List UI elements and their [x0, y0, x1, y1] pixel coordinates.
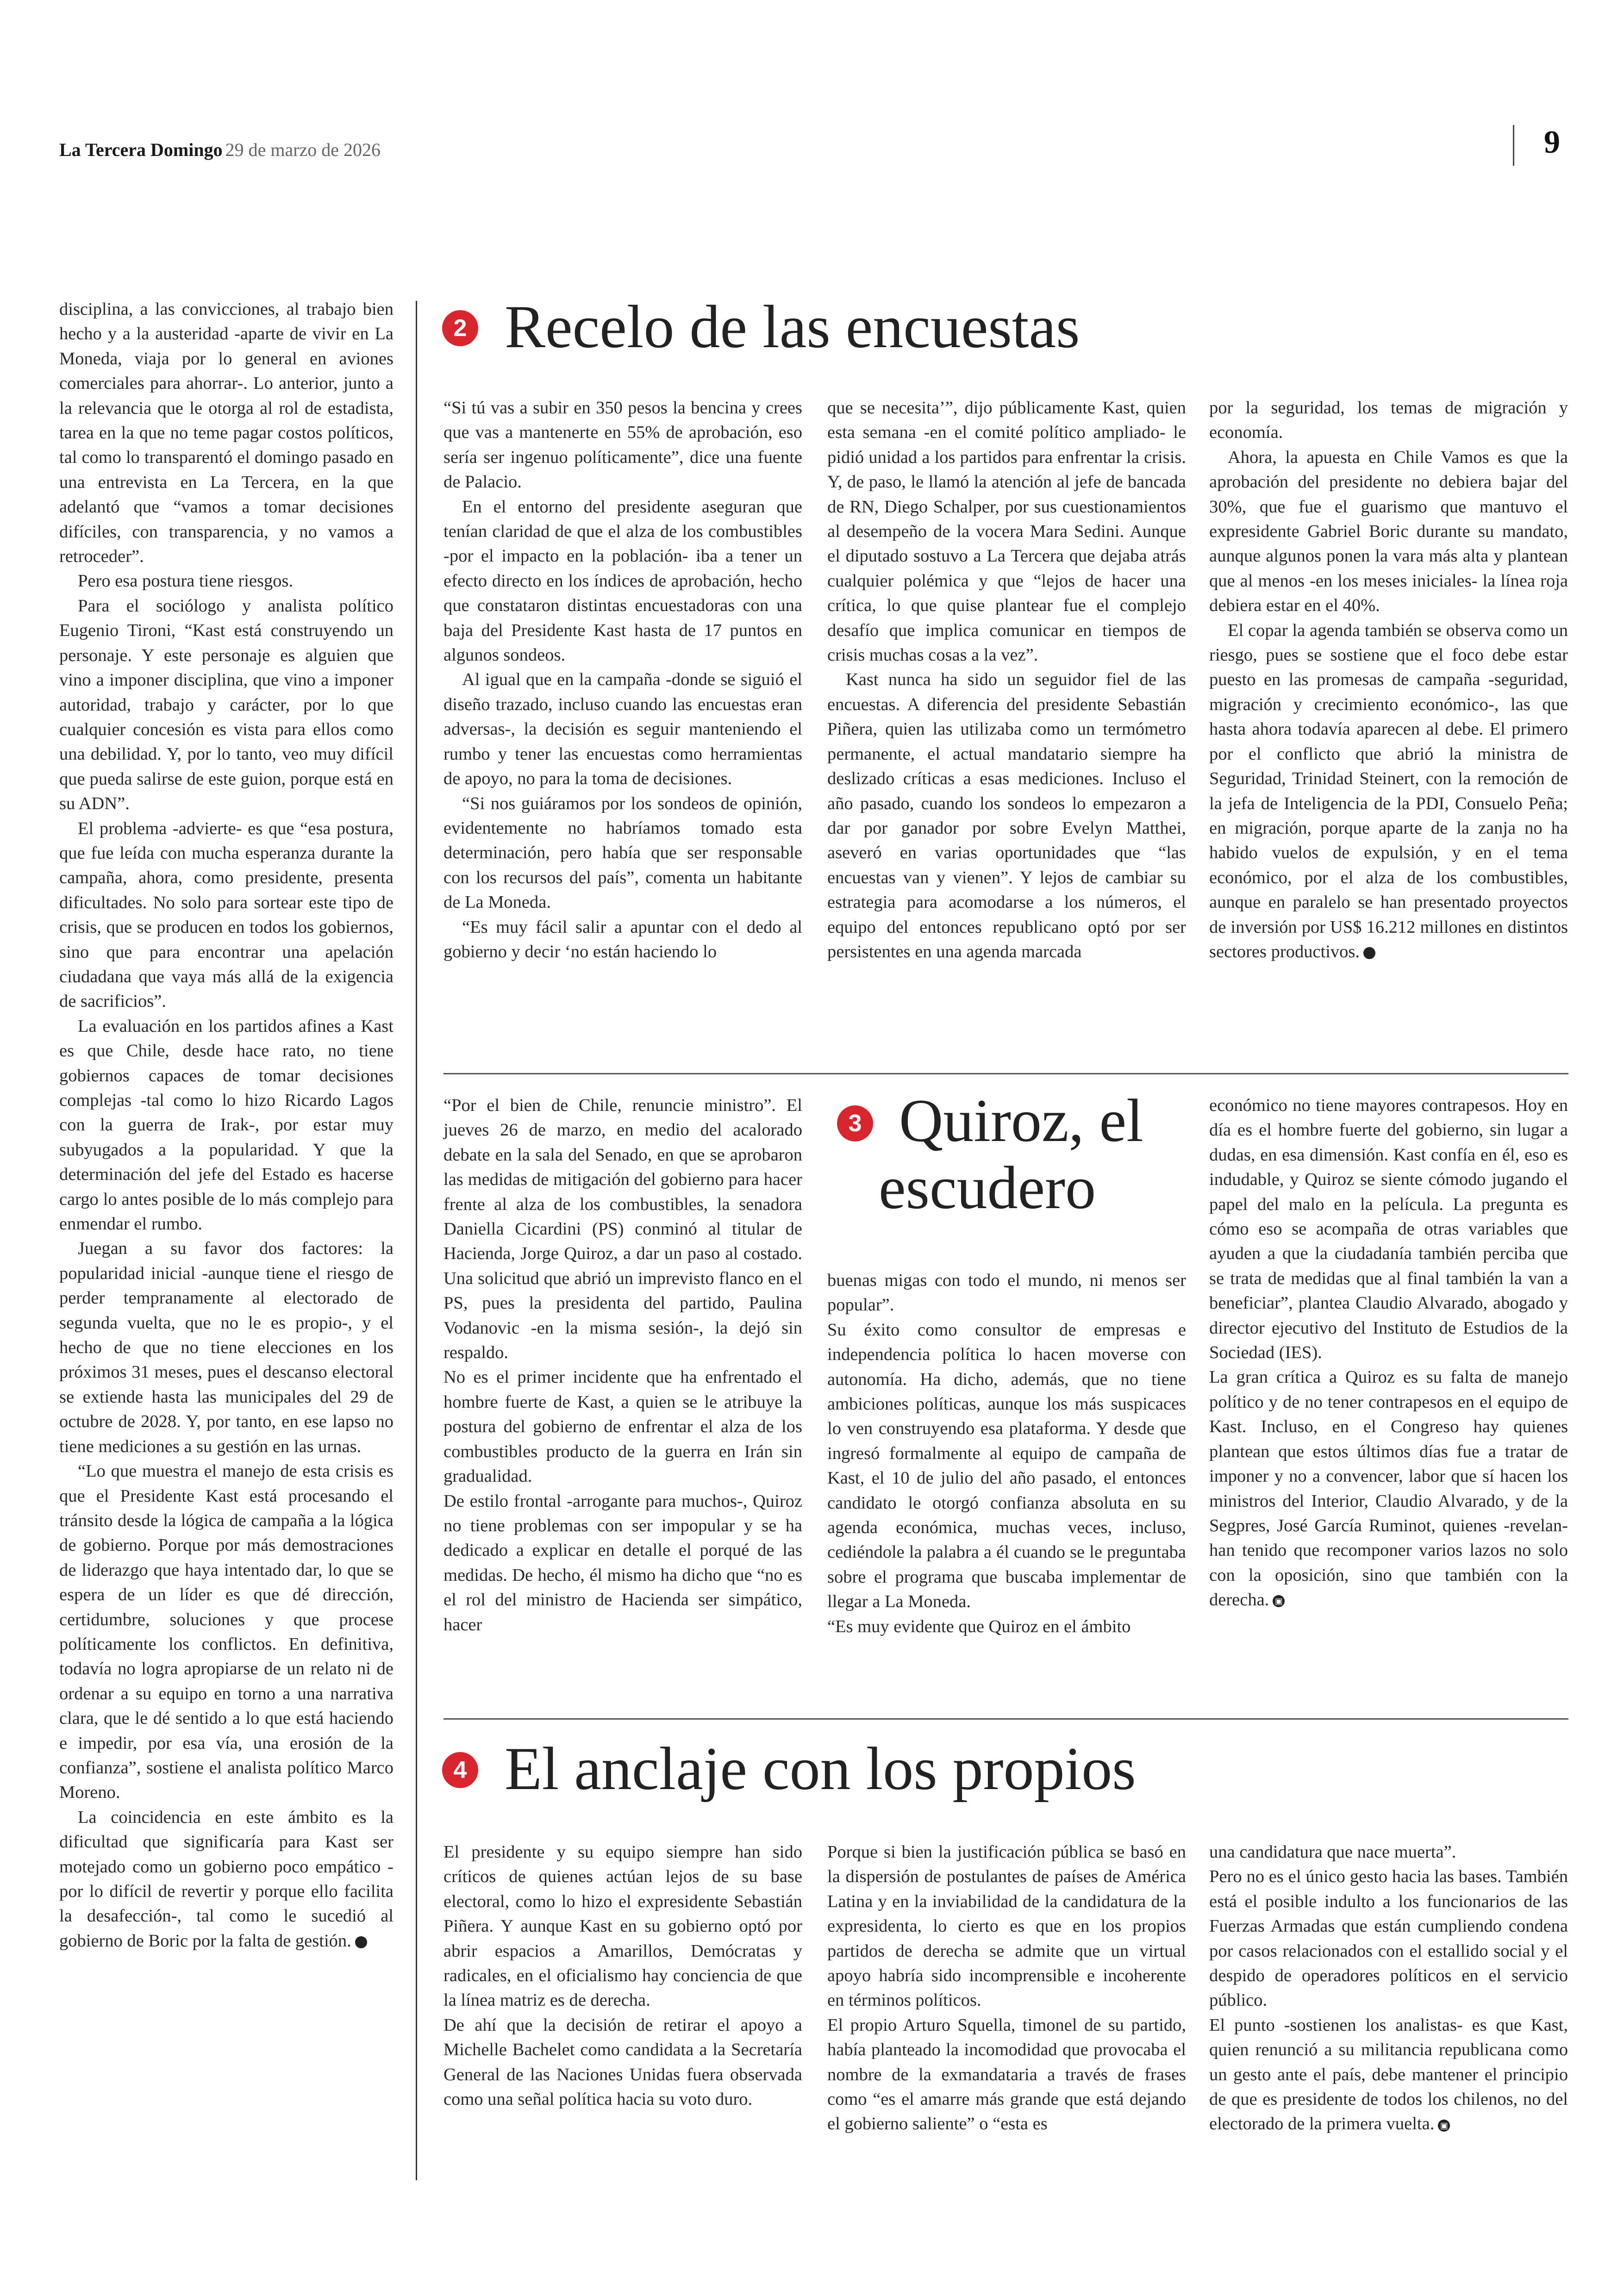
paragraph: El copar la agenda también se observa como un riesgo, pues se sostiene que el foco debe estar puesto en las promesas de campaña -seguridad, migración y crecimiento económico-, las que hasta ahora todavía aparecen al debe. El primero por el conflicto que abrió la ministra de Seguridad, Trinidad Steinert, con la remoción de la jefa de Inteligencia de la PDI, Consuelo Peña; en migración, porque aparte de la zanja no ha habido vuelos de expulsión, y en el tema económico, por el alza de los combustibles, aunque en paralelo se han presentado proyectos de inversión por US$ 16.212 millones en distintos sectores productivos.	[1209, 620, 1568, 961]
paragraph: Su éxito como consultor de empresas e independencia política lo hacen moverse con autonomía. Ha dicho, además, que no tiene ambiciones políticas, aunque los más suspicaces lo ven construyendo esa plataforma. Y desde que ingresó formalmente al equipo de campaña de Kast, el 10 de julio del año pasado, el entonces candidato le otorgó confianza absoluta en su agenda económica, muchas veces, incluso, cediéndole la palabra a él cuando se le preguntaba sobre el programa que buscaba implementar de llegar a La Moneda.	[827, 1320, 1186, 1612]
paragraph: “Es muy evidente que Quiroz en el ámbito	[827, 1616, 1131, 1636]
end-mark-icon: ▣	[355, 1936, 367, 1948]
section-divider	[443, 1073, 1568, 1074]
end-mark-icon: ▣	[1363, 947, 1375, 959]
paragraph: Porque si bien la justificación pública se basó en la dispersión de postulantes de países de América Latina y en la inviabilidad de la candidatura de la expresidenta, lo cierto es que en los propios partidos de derecha se admite que un virtual apoyo habría sido incomprensible e incoherente en términos políticos.	[827, 1842, 1186, 2010]
section-title: El anclaje con los propios	[505, 1734, 1136, 1802]
intro-column	[59, 297, 394, 1953]
paragraph: La gran crítica a Quiroz es su falta de manejo político y de no tener contrapesos en el equipo de Kast. Incluso, en el Congreso hay quienes plantean que estos últimos días fue a tratar de imponer y no a convencer, labor que sí hacen los ministros del Interior, Claudio Alvarado, y de la Segpres, José García Ruminot, quienes -revelan- han tenido que recomponer varios lazos no solo con la oposición, sino que también con la derecha.	[1209, 1367, 1568, 1610]
header-divider	[1513, 125, 1514, 166]
paragraph: por la seguridad, los temas de migración y economía.	[1209, 398, 1568, 443]
paragraph: Kast nunca ha sido un seguidor fiel de las encuestas. A diferencia del presidente Sebastián Piñera, quien las utilizaba como un termómetro permanente, el actual mandatario siempre ha deslizado críticas a esas mediciones. Incluso el año pasado, cuando los sondeos lo empezaron a dar por ganador por sobre Evelyn Matthei, aseveró en varias oportunidades que “las encuestas van y vienen”. Y lejos de cambiar su estrategia para acomodarse a los números, el equipo del entonces republicano optó por ser persistentes en una agenda marcada	[827, 670, 1186, 961]
end-mark-icon: ▣	[1438, 2120, 1450, 2132]
paragraph: Al igual que en la campaña -donde se siguió el diseño trazado, incluso cuando las encuestas eran adversas-, la decisión es seguir manteniendo el rumbo y tener las encuestas como herramientas de apoyo, no para la toma de decisiones.	[443, 670, 802, 789]
section-2-column-1	[443, 396, 802, 964]
paragraph: No es el primer incidente que ha enfrentado el hombre fuerte de Kast, a quien se le atribuye la postura del gobierno de enfrentar el alza de los combustibles producto de la guerra en Irán sin gradualidad.	[443, 1367, 802, 1486]
intro-paragraph: La coincidencia en este ámbito es la dificultad que significaría para Kast ser motejado como un gobierno poco empático -por lo difícil de revertir y porque ello facilita la desafección-, tal como le sucedió al gobierno de Boric por la falta de gestión.	[59, 1807, 394, 1951]
paragraph: El presidente y su equipo siempre han sido críticos de quienes actúan lejos de su base electoral, como lo hizo el expresidente Sebastián Piñera. Y aunque Kast en su gobierno optó por abrir espacios a Amarillos, Demócratas y radicales, en el oficialismo hay conciencia de que la línea matriz es de derecha.	[443, 1842, 802, 2010]
section-title: Recelo de las encuestas	[505, 293, 1080, 361]
intro-paragraph: “Lo que muestra el manejo de esta crisis es que el Presidente Kast está procesando el tránsito desde la lógica de campaña a la lógica de gobierno. Porque por más demostraciones de liderazgo que haya intentado dar, lo que se espera de un líder es que dé dirección, certidumbre, soluciones y que procese políticamente los conflictos. En definitiva, todavía no logra apropiarse de un relato ni de ordenar a su equipo en torno a una narrativa clara, que le dé sentido a lo que está haciendo e impedir, por esa vía, una erosión de la confianza”, sostiene el analista político Marco Moreno.	[59, 1461, 394, 1802]
end-mark-icon: ▣	[1273, 1595, 1285, 1607]
paragraph: Pero no es el único gesto hacia las bases. También está el posible indulto a los funcionarios de las Fuerzas Armadas que están cumpliendo condena por casos relacionados con el estallido social y el despido de operadores políticos en el servicio público.	[1209, 1867, 1568, 2010]
intro-paragraph: Pero esa postura tiene riesgos.	[78, 571, 294, 591]
page-number: 9	[1544, 125, 1560, 160]
section-4-column-2	[827, 1840, 1186, 2137]
section-3-column-3	[1209, 1093, 1568, 1613]
paragraph: En el entorno del presidente aseguran que tenían claridad de que el alza de los combustibles -por el impacto en la población- iba a tener un efecto directo en los índices de aprobación, hecho que constataron distintas encuestadoras con una baja del Presidente Kast hasta de 17 puntos en algunos sondeos.	[443, 497, 802, 665]
intro-paragraph: disciplina, a las convicciones, al trabajo bien hecho y a la austeridad -aparte de vivir en La Moneda, viaja por lo general en aviones comerciales para ahorrar-. Lo anterior, junto a la relevancia que le otorga al rol de estadista, tarea en la que no teme pagar costos políticos, tal como lo transparentó el domingo pasado en una entrevista en La Tercera, en la que adelantó que “vamos a tomar decisiones difíciles, con transparencia, y no vamos a retroceder”.	[59, 299, 394, 567]
section-title-line-2: escudero	[879, 1154, 1096, 1222]
section-number-badge: 2	[442, 310, 478, 346]
column-divider	[416, 301, 417, 2180]
page-header	[59, 139, 381, 161]
paragraph: económico no tiene mayores contrapesos. Hoy en día es el hombre fuerte del gobierno, sin lugar a dudas, en esa dimensión. Kast confía en él, eso es indudable, y Quiroz se siente cómodo jugando el papel del malo en la película. La pregunta es cómo eso se acompaña de otras variables que ayuden a que la ciudadanía también perciba que se trata de medidas que al final también la van a beneficiar”, plantea Claudio Alvarado, abogado y director ejecutivo del Instituto de Estudios de la Sociedad (IES).	[1209, 1096, 1568, 1363]
section-2-column-2	[827, 396, 1186, 964]
paragraph: que se necesita’”, dijo públicamente Kast, quien esta semana -en el comité político ampliado- le pidió unidad a los partidos para enfrentar la crisis. Y, de paso, le llamó la atención al jefe de bancada de RN, Diego Schalper, por sus cuestionamientos al desempeño de la vocera Mara Sedini. Aunque el diputado sostuvo a La Tercera que dejaba atrás cualquier polémica y que “lejos de hacer una crítica, lo que quise plantear fue el complejo desafío que implica comunicar en tiempos de crisis muchas cosas a la vez”.	[827, 398, 1186, 665]
section-4-column-3	[1209, 1840, 1568, 2137]
section-divider	[443, 1718, 1568, 1720]
section-4-column-1	[443, 1840, 802, 2112]
paragraph: El punto -sostienen los analistas- es que Kast, quien renunció a su militancia republicana como un gesto ante el país, debe mantener el principio de que es presidente de todos los chilenos, no del electorado de la primera vuelta.	[1209, 2015, 1568, 2134]
publication-date: 29 de marzo de 2026	[225, 139, 381, 160]
section-2-column-3	[1209, 396, 1568, 964]
section-3-column-2	[827, 1268, 1186, 1639]
intro-paragraph: Para el sociólogo y analista político Eugenio Tironi, “Kast está construyendo un personaje. Y este personaje es alguien que vino a imponer disciplina, que vino a imponer autoridad, trabajo y carácter, por lo que cualquier concesión es vista para ellos como una debilidad. Y, por lo tanto, veo muy difícil que pueda salirse de este guion, porque está en su ADN”.	[59, 596, 394, 814]
paragraph: El propio Arturo Squella, timonel de su partido, había planteado la incomodidad que provocaba el nombre de la exmandataria a través de frases como “es el amarre más grande que está dejando el gobierno saliente” o “esta es	[827, 2015, 1186, 2134]
section-title-line-1: Quiroz, el	[899, 1086, 1143, 1154]
intro-paragraph: El problema -advierte- es que “esa postura, que fue leída con mucha esperanza durante la campaña, ahora, como presidente, presenta dificultades. No solo para sortear este tipo de crisis, que se producen en todos los gobiernos, sino que para encontrar una apelación ciudadana que vaya más allá de la exigencia de sacrificios”.	[59, 818, 394, 1011]
section-number-badge: 4	[442, 1752, 478, 1788]
publication-name: La Tercera Domingo	[59, 139, 223, 160]
paragraph: De ahí que la decisión de retirar el apoyo a Michelle Bachelet como candidata a la Secretaría General de las Naciones Unidas fuera observada como una señal política hacia su voto duro.	[443, 2015, 802, 2109]
paragraph: una candidatura que nace muerta”.	[1209, 1842, 1456, 1862]
intro-paragraph: La evaluación en los partidos afines a Kast es que Chile, desde hace rato, no tiene gobiernos capaces de tomar decisiones complejas -tal como lo hizo Ricardo Lagos con la guerra de Irak-, por estar muy subyugados a la popularidad. Y que la determinación del jefe del Estado es hacerse cargo lo antes posible de lo más complejo para enmendar el rumbo.	[59, 1016, 394, 1234]
section-3-column-1	[443, 1093, 802, 1637]
paragraph: De estilo frontal -arrogante para muchos-, Quiroz no tiene problemas con ser impopular y se ha dedicado a explicar en detalle el porqué de las medidas. De hecho, él mismo ha dicho que “no es el rol del ministro de Hacienda ser simpático, hacer	[443, 1491, 802, 1634]
paragraph: “Es muy fácil salir a apuntar con el dedo al gobierno y decir ‘no están haciendo lo	[443, 917, 802, 961]
paragraph: “Si tú vas a subir en 350 pesos la bencina y crees que vas a mantenerte en 55% de aprobación, eso sería ser ingenuo políticamente”, dice una fuente de Palacio.	[443, 398, 802, 492]
intro-paragraph: Juegan a su favor dos factores: la popularidad inicial -aunque tiene el riesgo de perder tempranamente al electorado de segunda vuelta, que no le es propio-, y el hecho de que no tiene elecciones en los próximos 31 meses, pues el descanso electoral se extiende hasta las municipales del 29 de octubre de 2028. Y, por tanto, en ese lapso no tiene mediciones a su gestión en las urnas.	[59, 1239, 394, 1456]
paragraph: “Si nos guiáramos por los sondeos de opinión, evidentemente no habríamos tomado esta determinación, pero había que ser responsable con los recursos del país”, comenta un habitante de La Moneda.	[443, 793, 802, 912]
paragraph: buenas migas con todo el mundo, ni menos ser popular”.	[827, 1271, 1186, 1315]
paragraph: Ahora, la apuesta en Chile Vamos es que la aprobación del presidente no debiera bajar del 30%, que fue el guarismo que mantuvo el expresidente Gabriel Boric durante su mandato, aunque algunos ponen la vara más alta y plantean que al menos -en los meses iniciales- la línea roja debiera estar en el 40%.	[1209, 447, 1568, 616]
section-number-badge: 3	[837, 1105, 873, 1141]
paragraph: “Por el bien de Chile, renuncie ministro”. El jueves 26 de marzo, en medio del acalorado debate en la sala del Senado, en que se aprobaron las medidas de mitigación del gobierno para hacer frente al alza de los combustibles, la senadora Daniella Cicardini (PS) conminó al titular de Hacienda, Jorge Quiroz, a dar un paso al costado. Una solicitud que abrió un imprevisto flanco en el PS, pues la presidenta del partido, Paulina Vodanovic -en la misma sesión-, la dejó sin respaldo.	[443, 1096, 802, 1363]
